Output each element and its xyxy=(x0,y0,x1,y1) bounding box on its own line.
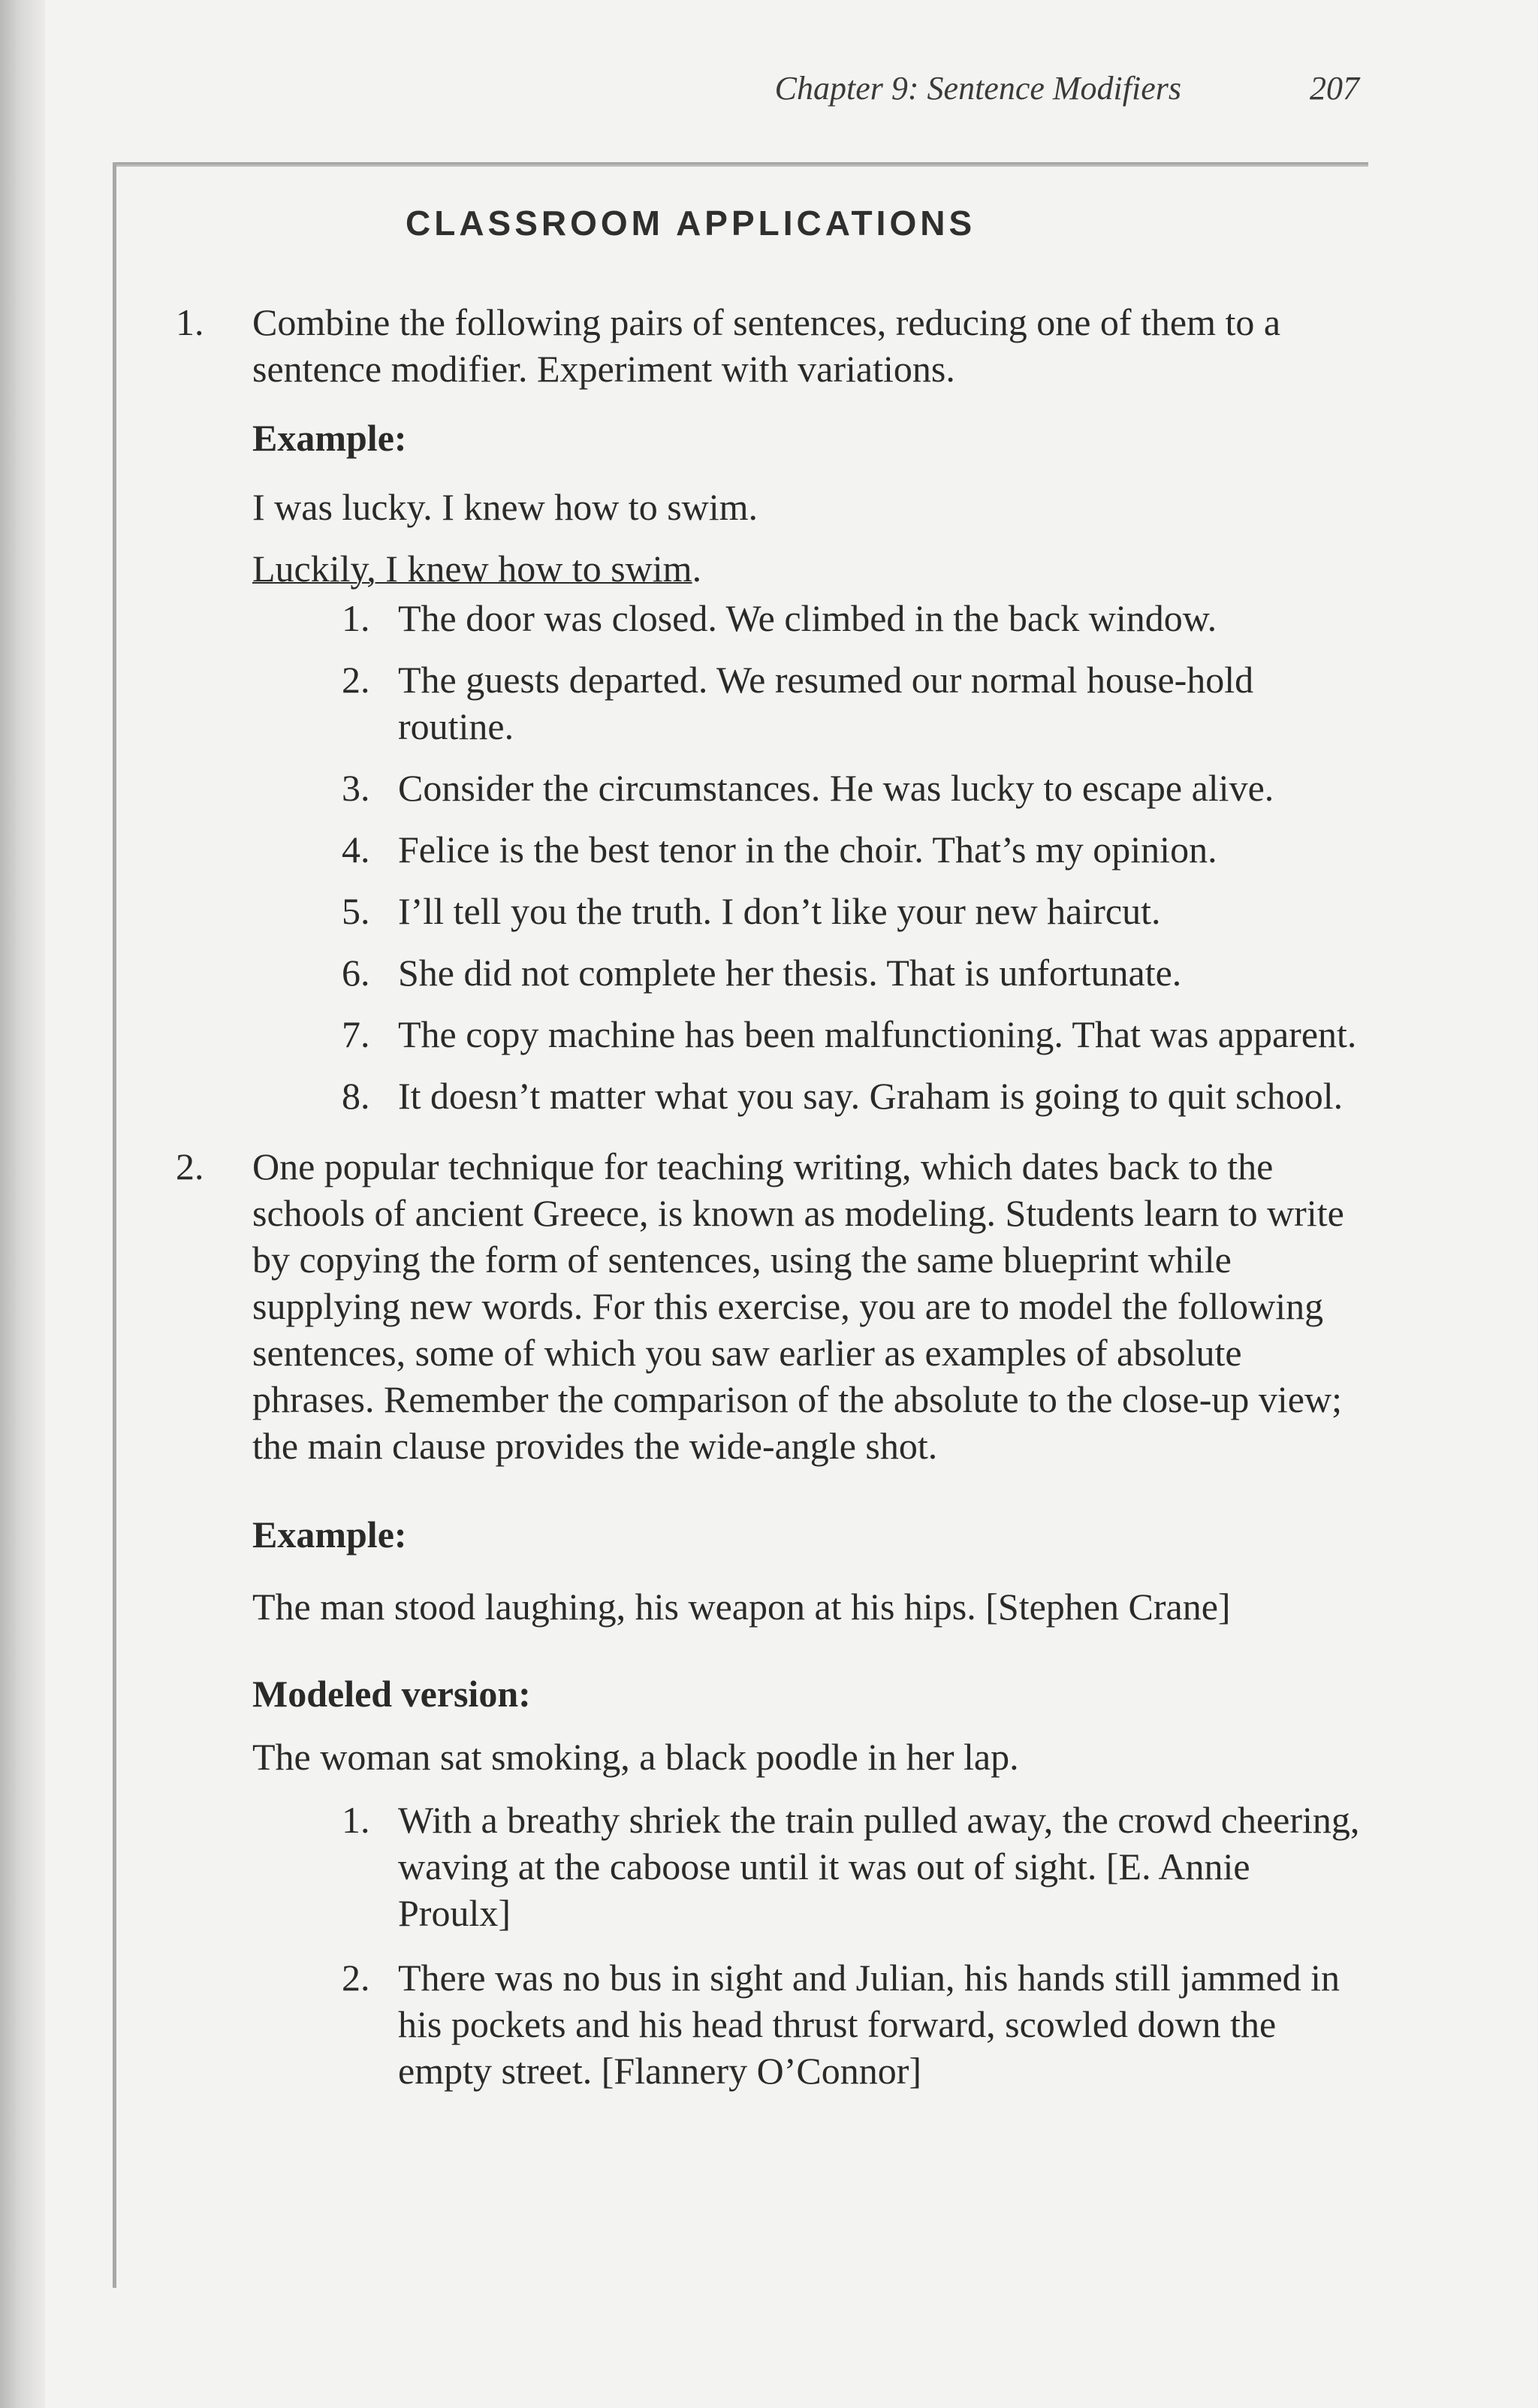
chapter-title: Chapter 9: Sentence Modifiers xyxy=(774,70,1181,107)
example-combined-text: Luckily, I knew how to swim xyxy=(252,548,692,590)
instruction-text: Combine the following pairs of sentences, reducing one of them to a sentence modifier. Experiment with variations. xyxy=(252,301,1281,390)
section-heading: CLASSROOM APPLICATIONS xyxy=(406,204,976,243)
list-item xyxy=(0,949,1367,996)
list-item xyxy=(0,1073,1367,1119)
example-label: Example: xyxy=(252,417,407,459)
example-combined-period: . xyxy=(692,548,702,590)
exercise-number: 2. xyxy=(176,1145,204,1187)
item-number: 2. xyxy=(342,659,370,701)
example-sentence: The man stood laughing, his weapon at his hips. [Stephen Crane] xyxy=(252,1586,1231,1628)
exercise-1-items xyxy=(0,595,1538,1119)
list-item xyxy=(0,595,1367,641)
list-item xyxy=(0,1797,1367,1936)
item-text: With a breathy shriek the train pulled away, the crowd cheering, waving at the caboose until it was out of sight. [E. Annie Proulx] xyxy=(398,1799,1360,1934)
exercise-2-items xyxy=(0,1797,1538,2094)
box-top-rule xyxy=(113,162,1368,167)
item-text: She did not complete her thesis. That is unfortunate. xyxy=(398,952,1182,994)
item-number: 1. xyxy=(342,1799,370,1841)
item-number: 1. xyxy=(342,597,370,639)
list-item xyxy=(0,765,1367,811)
item-text: The copy machine has been malfunctioning. That was apparent. xyxy=(398,1013,1357,1055)
item-number: 3. xyxy=(342,767,370,809)
item-text: Felice is the best tenor in the choir. That’s my opinion. xyxy=(398,828,1217,871)
item-number: 8. xyxy=(342,1075,370,1117)
instruction-text: One popular technique for teaching writing, which dates back to the schools of ancient Greece, is known as modeling. Students learn to write by copying the form of sentences, using the same blueprint while supplying new words. For this exercise, you are to model the following sentences, some of which you saw earlier as examples of absolute phrases. Remember the comparison of the absolute to the close-up view; the main clause provides the wide-angle shot. xyxy=(252,1145,1344,1467)
item-text: I’ll tell you the truth. I don’t like your new haircut. xyxy=(398,890,1161,932)
exercise-1-instruction xyxy=(0,299,1364,392)
exercise-number: 1. xyxy=(176,301,204,343)
item-number: 6. xyxy=(342,952,370,994)
list-item xyxy=(0,826,1367,873)
list-item xyxy=(0,1954,1367,2094)
item-number: 2. xyxy=(342,1957,370,1999)
item-number: 7. xyxy=(342,1013,370,1055)
item-text: There was no bus in sight and Julian, his hands still jammed in his pockets and his head thrust forward, scowled down the empty street. [Flannery O’Connor] xyxy=(398,1957,1340,2092)
example-label: Example: xyxy=(252,1513,407,1556)
example-combined xyxy=(0,545,1364,592)
modeled-label: Modeled version: xyxy=(252,1673,531,1715)
running-head xyxy=(0,69,1359,107)
page-number: 207 xyxy=(1310,70,1359,107)
list-item xyxy=(0,888,1367,934)
modeled-sentence: The woman sat smoking, a black poodle in her lap. xyxy=(252,1736,1019,1778)
item-text: It doesn’t matter what you say. Graham is going to quit school. xyxy=(398,1075,1343,1117)
item-text: Consider the circumstances. He was lucky to escape alive. xyxy=(398,767,1274,809)
list-item xyxy=(0,1011,1367,1058)
example-original: I was lucky. I knew how to swim. xyxy=(252,486,758,528)
exercises xyxy=(0,299,1538,2094)
list-item xyxy=(0,656,1367,750)
item-text: The guests departed. We resumed our normal house-hold routine. xyxy=(398,659,1254,747)
item-text: The door was closed. We climbed in the back window. xyxy=(398,597,1217,639)
item-number: 4. xyxy=(342,828,370,871)
item-number: 5. xyxy=(342,890,370,932)
exercise-2-instruction xyxy=(0,1143,1364,1469)
